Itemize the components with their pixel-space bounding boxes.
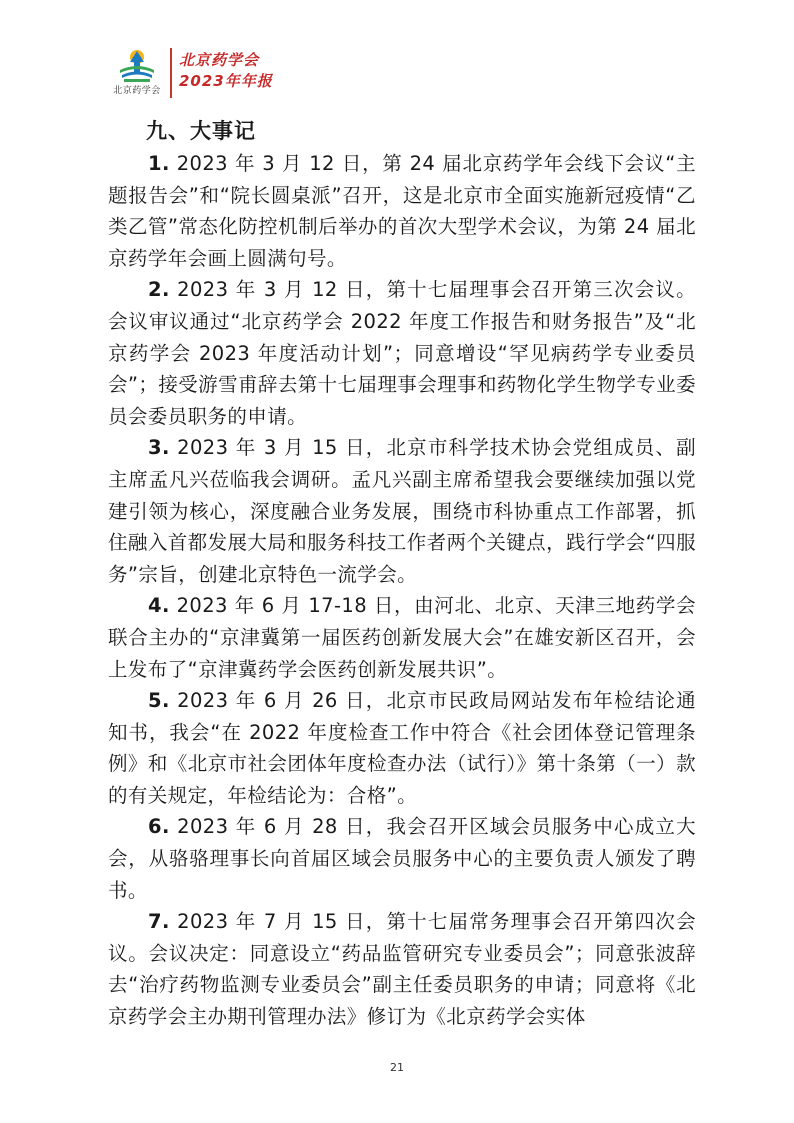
event-text: 2023 年 7 月 15 日，第十七届常务理事会召开第四次会议。会议决定：同意设立“药品监管研究专业委员会”；同意张波辞去“治疗药物监测专业委员会”副主任委员职务的申请；同意将《北京药学会主办期刊管理办法》修订为《北京药学会实体 xyxy=(108,910,696,1029)
event-item-2 xyxy=(108,274,696,432)
event-item-5 xyxy=(108,685,696,811)
event-number: 5. xyxy=(148,689,170,713)
event-text: 2023 年 3 月 12 日，第十七届理事会召开第三次会议。会议审议通过“北京药学会 2022 年度工作报告和财务报告”及“北京药学会 2023 年度活动计划”；同意增设“罕见病药学专业委员会”；接受游雪甫辞去第十七届理事会理事和药物化学生物学专业委员会委员职务的申请。 xyxy=(108,278,696,428)
event-text: 2023 年 3 月 12 日，第 24 届北京药学年会线下会议“主题报告会”和“院长圆桌派”召开，这是北京市全面实施新冠疫情“乙类乙管”常态化防控机制后举办的首次大型学术会议，为第 24 届北京药学年会画上圆满句号。 xyxy=(108,152,696,270)
event-number: 6. xyxy=(148,815,170,839)
event-text: 2023 年 6 月 17-18 日，由河北、北京、天津三地药学会联合主办的“京津冀第一届医药创新发展大会”在雄安新区召开，会上发布了“京津冀药学会医药创新发展共识”。 xyxy=(108,594,696,681)
event-number: 2. xyxy=(148,278,170,302)
logo-caption: 北京药学会 xyxy=(113,86,161,96)
event-number: 3. xyxy=(148,436,170,460)
event-item-3 xyxy=(108,432,696,590)
society-logo xyxy=(108,48,166,97)
event-item-4 xyxy=(108,590,696,685)
event-item-6 xyxy=(108,811,696,906)
event-item-7 xyxy=(108,906,696,1032)
event-number: 1. xyxy=(148,152,170,175)
page-number: 21 xyxy=(390,1061,404,1074)
society-emblem-icon xyxy=(116,48,158,84)
event-text: 2023 年 6 月 26 日，北京市民政局网站发布年检结论通知书，我会“在 2022 年度检查工作中符合《社会团体登记管理条例》和《北京市社会团体年度检查办法（试行）》第十条第（一）款的有关规定，年检结论为：合格”。 xyxy=(108,689,696,807)
page-header xyxy=(108,48,273,108)
header-title-line1: 北京药学会 xyxy=(179,51,260,69)
event-item-1 xyxy=(108,148,696,274)
header-divider xyxy=(170,48,172,98)
event-number: 4. xyxy=(148,594,170,618)
event-number: 7. xyxy=(148,910,170,934)
section-title: 九、大事记 xyxy=(146,119,256,143)
header-title-line2: 2023年年报 xyxy=(179,72,273,90)
event-text: 2023 年 3 月 15 日，北京市科学技术协会党组成员、副主席孟凡兴莅临我会调研。孟凡兴副主席希望我会要继续加强以党建引领为核心，深度融合业务发展，围绕市科协重点工作部署，抓住融入首都发展大局和服务科技工作者两个关键点，践行学会“四服务”宗旨，创建北京特色一流学会。 xyxy=(108,436,696,586)
event-text: 2023 年 6 月 28 日，我会召开区域会员服务中心成立大会，从骆骆理事长向首届区域会员服务中心的主要负责人颁发了聘书。 xyxy=(108,815,696,902)
main-content xyxy=(108,114,696,1033)
header-title xyxy=(179,48,273,92)
